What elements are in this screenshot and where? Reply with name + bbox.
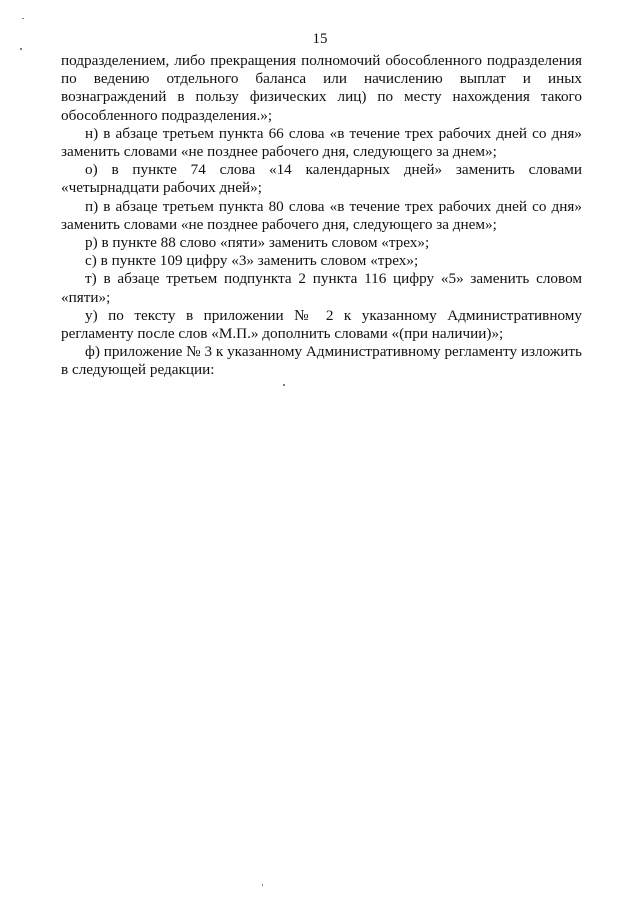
paragraph-continuation: подразделением, либо прекращения полномочий обособленного подразделения по ведению отдельного баланса или начислению выплат и иных вознаграждений в пользу физических лиц) по месту нахождения такого обособленного подразделения.»;	[61, 52, 582, 124]
paragraph-item-s: с) в пункте 109 цифру «3» заменить словом «трех»;	[85, 252, 419, 270]
page-number: 15	[312, 31, 328, 47]
scan-speck	[283, 384, 285, 386]
paragraph-item-u: у) по тексту в приложении № 2 к указанному Административному регламенту после слов «М.П.» дополнить словами «(при наличии)»;	[61, 306, 582, 343]
paragraph-item-o: о) в пункте 74 слова «14 календарных дней» заменить словами «четырнадцати рабочих дней»;	[61, 161, 582, 197]
paragraph-item-p: п) в абзаце третьем пункта 80 слова «в течение трех рабочих дней со дня» заменить словами «не позднее рабочего дня, следующего за днем»;	[61, 197, 582, 233]
paragraph-item-t: т) в абзаце третьем подпункта 2 пункта 116 цифру «5» заменить словом «пяти»;	[61, 270, 582, 306]
scan-speck	[20, 48, 22, 50]
paragraph-item-r: р) в пункте 88 слово «пяти» заменить словом «трех»;	[85, 234, 430, 252]
document-body	[61, 52, 582, 380]
scan-speck	[262, 884, 263, 886]
paragraph-item-f: ф) приложение № 3 к указанному Административному регламенту изложить в следующей редакции:	[61, 343, 582, 379]
scan-speck	[22, 18, 24, 19]
paragraph-item-n: н) в абзаце третьем пункта 66 слова «в течение трех рабочих дней со дня» заменить словами «не позднее рабочего дня, следующего за днем»;	[61, 124, 582, 161]
